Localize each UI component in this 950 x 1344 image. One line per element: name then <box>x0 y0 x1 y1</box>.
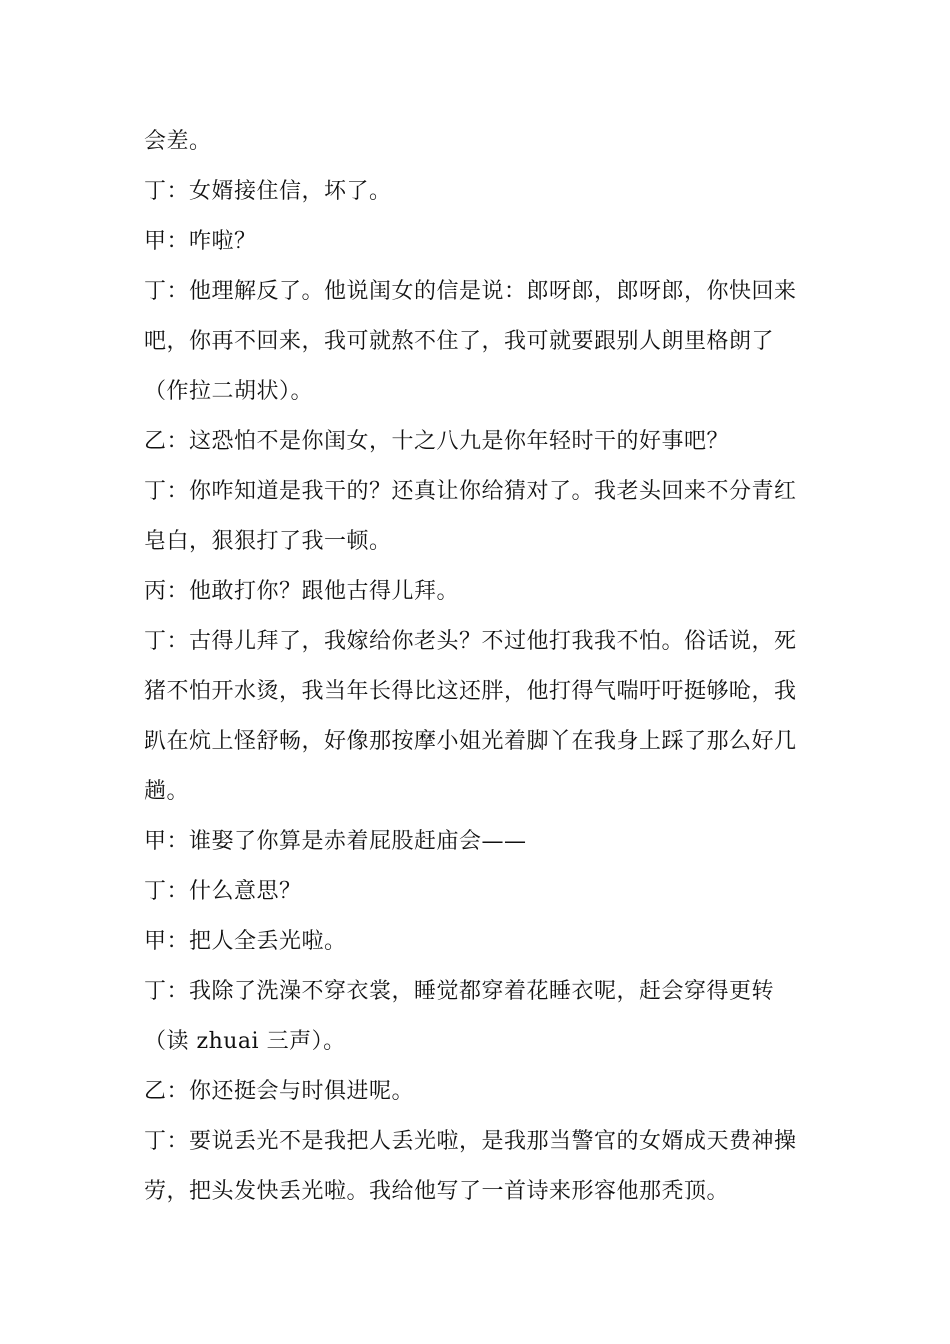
text-line: （作拉二胡状）。 <box>144 379 314 404</box>
text-line: 甲：咋啦？ <box>144 229 257 254</box>
text-line: 乙：你还挺会与时俱进呢。 <box>144 1079 415 1104</box>
text-line: 劳，把头发快丢光啦。我给他写了一首诗来形容他那秃顶。 <box>144 1179 730 1204</box>
text-line: 丁：古得儿拜了，我嫁给你老头？不过他打我我不怕。俗话说，死 <box>144 629 797 654</box>
text-line: 乙：这恐怕不是你闺女，十之八九是你年轻时干的好事吧？ <box>144 429 730 454</box>
text-line: 甲：把人全丢光啦。 <box>144 929 347 954</box>
text-line: 丁：什么意思？ <box>144 879 302 904</box>
document-body <box>144 117 804 1217</box>
text-line: 丁：他理解反了。他说闺女的信是说：郎呀郎，郎呀郎，你快回来 <box>144 279 797 304</box>
text-line: 丙：他敢打你？跟他古得儿拜。 <box>144 579 460 604</box>
text-line: 丁：要说丢光不是我把人丢光啦，是我那当警官的女婿成天费神操 <box>144 1129 797 1154</box>
text-line: 甲：谁娶了你算是赤着屁股赶庙会—— <box>144 829 527 854</box>
text-line: 丁：你咋知道是我干的？还真让你给猜对了。我老头回来不分青红 <box>144 479 797 504</box>
text-line: 皂白，狠狠打了我一顿。 <box>144 529 392 554</box>
text-line: 会差。 <box>144 129 212 154</box>
text-line: 趟。 <box>144 779 190 804</box>
text-line: 丁：我除了洗澡不穿衣裳，睡觉都穿着花睡衣呢，赶会穿得更转 <box>144 979 775 1004</box>
text-line: 趴在炕上怪舒畅，好像那按摩小姐光着脚丫在我身上踩了那么好几 <box>144 729 797 754</box>
text-line: （读 zhuai 三声）。 <box>144 1029 346 1054</box>
text-line: 猪不怕开水烫，我当年长得比这还胖，他打得气喘吁吁挺够呛，我 <box>144 679 797 704</box>
text-line: 吧，你再不回来，我可就熬不住了，我可就要跟别人朗里格朗了 <box>144 329 775 354</box>
text-line: 丁：女婿接住信，坏了。 <box>144 179 392 204</box>
